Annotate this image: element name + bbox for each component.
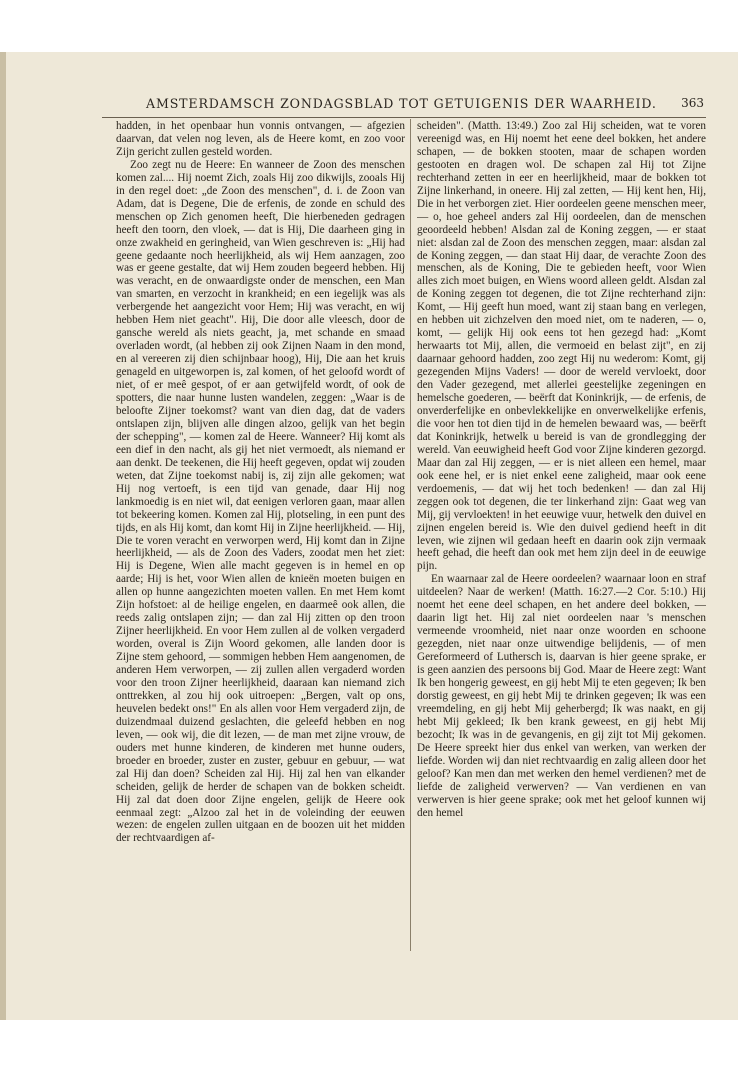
page-header: [102, 92, 710, 116]
paragraph: scheiden". (Matth. 13:49.) Zoo zal Hij scheiden, wat te voren vereenigd was, en Hij noemt het eene deel bokken, het andere schapen, — de bokken stooten, maar de schapen worden gestooten en dragen wol. De schapen zal Hij tot Zijne rechterhand zetten in eer en heerlijkheid, maar de bokken tot Zijne linkerhand, in oneere. Hij zal zetten, — Hij kent hen, Hij, Die in het verborgen ziet. Hier oordeelen geene menschen meer, — o, hoe geheel anders zal Hij oordeelen, dan de menschen geoordeeld hebben! Alsdan zal de Koning zeggen, — er staat niet: alsdan zal de Zoon des menschen zeggen, maar: alsdan zal de Koning zeggen, — dan staat Hij daar, de verachte Zoon des menschen, als de Koning, Die te gebieden heeft, voor Wien alles zich moet buigen, en Wiens woord alleen geldt. Alsdan zal de Koning zeggen tot degenen, die tot Zijne rechterhand zijn: Komt, — Hij geeft hun moed, want zij staan bang en verlegen, en hebben uit zichzelven den moed niet, om te naderen, — o, komt, — gelijk Hij ook eens tot hen gezegd had: „Komt herwaarts tot Mij, allen, die vermoeid en belast zijt", en zij daarnaar gehoord hadden, zoo zegt Hij nu wederom: Komt, gij gezegenden Mijns Vaders! — door de wereld vervloekt, door den Vader gezegend, met allerlei geestelijke zegeningen en hemelsche goederen, — beërft dat Koninkrijk, — de erfenis, de onverderfelijke en onbevlekkelijke en onverwelkelijke erfenis, die voor hen tot dien tijd in de hemelen bewaard was, — beërft dat Koninkrijk, hetwelk u bereid is van de grondlegging der wereld. Van eeuwigheid heeft God voor Zijne kinderen gezorgd. Maar dan zal Hij zeggen, — er is niet alleen een hemel, maar ook eene hel, er is niet enkel eene zaligheid, maar ook eene verdoemenis, — dat wij het toch bedenken! — dan zal Hij zeggen ook tot degenen, die ter linkerhand zijn: Gaat weg van Mij, gij vervloekten! in het eeuwige vuur, hetwelk den duivel en zijnen engelen bereid is. Wie den duivel gediend heeft in dit leven, wie zijnen wil gedaan heeft en daarin ook zijn vermaak heeft gehad, die heeft dan ook met hem zijn deel in de eeuwige pijn.: [417, 120, 706, 573]
right-column: [417, 120, 706, 1020]
column-divider: [410, 119, 411, 951]
header-rule: [102, 117, 706, 118]
running-title: AMSTERDAMSCH ZONDAGSBLAD TOT GETUIGENIS DER WAARHEID.: [146, 96, 657, 111]
paragraph: En waarnaar zal de Heere oordeelen? waarnaar loon en straf uitdeelen? Naar de werken! (Matth. 16:27.—2 Cor. 5:10.) Hij noemt het eene deel schapen, en het andere deel bokken, — daarin ligt het. Hij zal niet oordeelen naar 's menschen vermeende vroomheid, niet naar onze woorden en schoone gezegden, niet naar onze uitwendige belijdenis, — of men Gereformeerd of Luthersch is, daarvan is hier geene sprake, er is geen aanzien des persoons bij God. Maar de Heere zegt: Want Ik ben hongerig geweest, en gij hebt Mij te eten gegeven; Ik ben dorstig geweest, en gij hebt Mij te drinken gegeven; Ik was een vreemdeling, en gij hebt Mij geherbergd; Ik was naakt, en gij hebt Mij gekleed; Ik ben krank geweest, en gij hebt Mij bezocht; Ik was in de gevangenis, en gij zijt tot Mij gekomen. De Heere spreekt hier dus enkel van werken, van werken der liefde. Worden wij dan niet rechtvaardig en zalig alleen door het geloof? Kan men dan met werken den hemel verdienen? met de liefde de zaligheid verwerven? — Van verdienen en van verwerven is hier geene sprake; ook met het geloof kunnen wij den hemel: [417, 573, 706, 819]
page-number: 363: [681, 96, 704, 110]
page: [0, 52, 738, 1020]
left-column: [116, 120, 405, 1020]
paragraph: hadden, in het openbaar hun vonnis ontvangen, — afgezien daarvan, dat velen nog leven, als de Heere komt, en zoo voor Zijn gericht zullen gesteld worden.: [116, 120, 405, 158]
paragraph: Zoo zegt nu de Heere: En wanneer de Zoon des menschen komen zal.... Hij noemt Zich, zoals Hij zoo dikwijls, zooals Hij in den regel doet: „de Zoon des menschen", d. i. de Zoon van Adam, dat is Degene, Die de erfenis, de zonde en schuld des menschen op Zich genomen heeft, Die hierbeneden gedragen heeft den toorn, den vloek, — dat is Hij, Die daarheen ging in onze zwakheid en geringheid, van Wien geschreven is: „Hij had geene gedaante noch heerlijkheid, als wij Hem aanzagen, zoo was er geene gestalte, dat wij Hem zouden begeerd hebben. Hij was veracht, en de onwaardigste onder de menschen, een Man van smarten, en verzocht in krankheid; en een iegelijk was als verbergende het aangezicht voor Hem; Hij was veracht, en wij hebben Hem niet geacht". Hij, Die door alle vleesch, door de gansche wereld als niets geacht, ja, met schande en smaad overladen wordt, (al hebben zij ook Zijnen Naam in den mond, en al vereeren zij dien schijnbaar hoog), Hij, Die aan het kruis genageld en uitgeworpen is, zal komen, of het geloofd wordt of niet, of er meê gespot, of er aan getwijfeld wordt, of ook de spotters, die naar hunne lusten wandelen, zeggen: „Waar is de beloofte Zijner toekomst? want van dien dag, dat de vaders ontslapen zijn, blijven alle dingen alzoo, gelijk van het begin der schepping", — komen zal de Heere. Wanneer? Hij komt als een dief in den nacht, als gij het niet vermoedt, als niemand er aan denkt. De teekenen, die Hij heeft gegeven, opdat wij zouden weten, dat Zijne toekomst nabij is, zij zijn alle gekomen; wat Hij nog vertoeft, is een tijd van genade, daar Hij nog lankmoedig is en niet wil, dat eenigen verloren gaan, maar allen tot bekeering komen. Komen zal Hij, plotseling, in een punt des tijds, en als Hij komt, dan komt Hij in Zijne heerlijkheid. — Hij, Die te voren veracht en verworpen werd, Hij komt dan in Zijne heerlijkheid, — als de Zoon des Vaders, zoodat men het ziet: Hij is Degene, Wien alle macht gegeven is in hemel en op aarde; Hij is het, voor Wien allen de knieën moeten buigen en allen op hunne aangezichten moeten vallen. En met Hem komt Zijn hofstoet: al de heilige engelen, en daarmeê ook allen, die reeds zalig ontslapen zijn; — dan zal Hij zitten op den troon Zijner heerlijkheid. En voor Hem zullen al de volken vergaderd worden, overal is Zijn Woord gekomen, alle landen door is Zijne stem gehoord, — sommigen hebben Hem aangenomen, de anderen Hem verworpen, — zij zullen allen vergaderd worden voor den troon Zijner heerlijkheid, daaraan kan niemand zich onttrekken, al zou hij ook uitroepen: „Bergen, valt op ons, heuvelen bedekt ons!" En als allen voor Hem vergaderd zijn, de duizendmaal duizend geslachten, die geleefd hebben en nog leven, — ook wij, die dit lezen, — de man met zijne vrouw, de ouders met hunne kinderen, de kinderen met hunne ouders, broeder en broeder, zuster en zuster, gebuur en gebuur, — wat zal Hij dan doen? Scheiden zal Hij. Hij zal hen van elkander scheiden, gelijk de herder de schapen van de bokken scheidt. Hij zal dat doen door Zijne engelen, gelijk de Heere ook eenmaal zegt: „Alzoo zal het in de voleinding der eeuwen wezen: de engelen zullen uitgaan en de boozen uit het midden der rechtvaardigen af-: [116, 158, 405, 845]
